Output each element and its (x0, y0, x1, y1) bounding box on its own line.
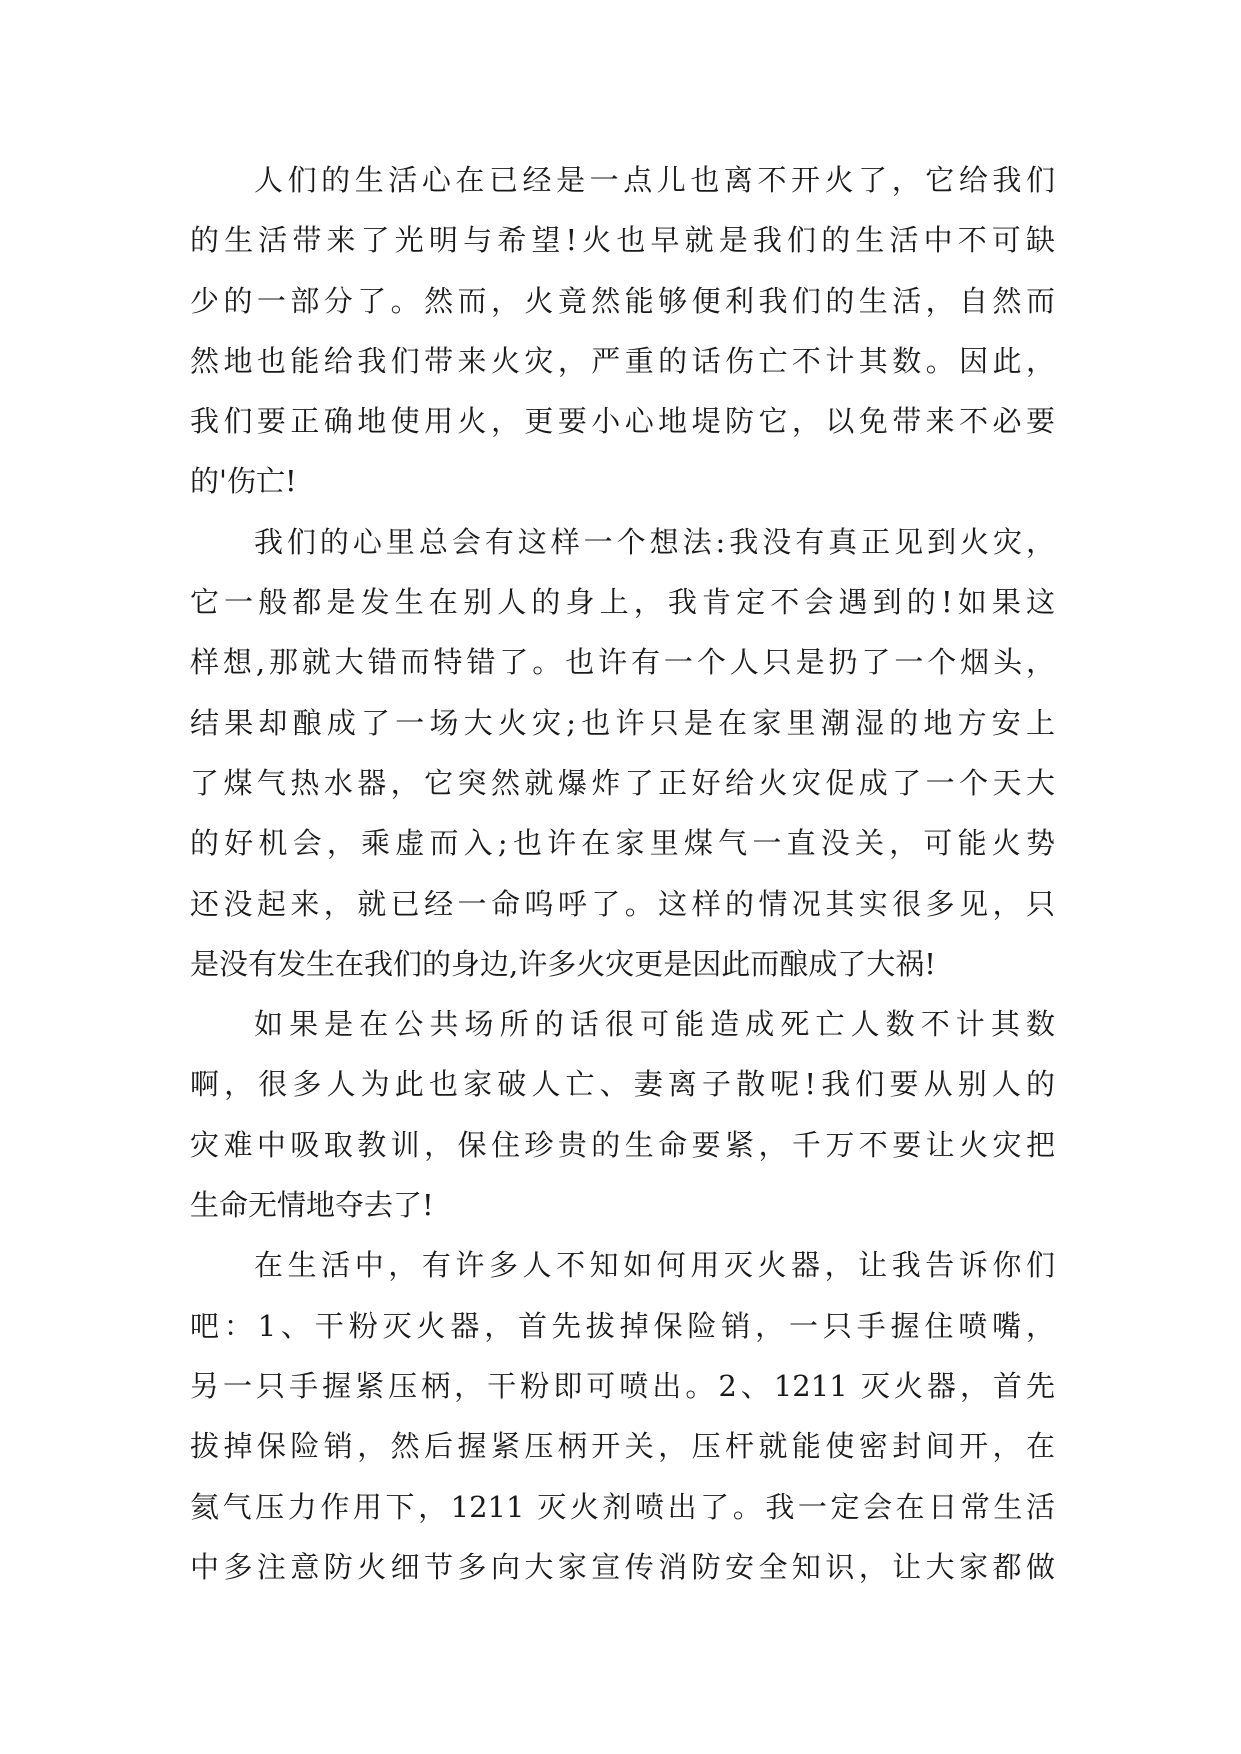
text-line: 我们要正确地使用火，更要小心地堤防它，以免带来不必要 (190, 404, 1055, 439)
text-line: 是没有发生在我们的身边,许多火灾更是因此而酿成了大祸! (190, 946, 936, 981)
text-line: 的好机会，乘虚而入;也许在家里煤气一直没关，可能火势 (190, 826, 1055, 861)
paragraph (190, 1002, 1055, 1243)
text-line: 生命无情地夺去了! (190, 1188, 434, 1223)
text-line: 的'伤亡! (190, 464, 297, 499)
text-line: 另一只手握紧压柄，干粉即可喷出。2、1211 灭火器，首先 (190, 1368, 1055, 1403)
paragraph (190, 520, 1055, 1002)
text-line: 样想,那就大错而特错了。也许有一个人只是扔了一个烟头， (190, 645, 1055, 680)
paragraph (190, 1243, 1055, 1605)
text-line: 拔掉保险销，然后握紧压柄开关，压杆就能使密封间开，在 (190, 1429, 1055, 1464)
text-line: 啊，很多人为此也家破人亡、妻离子散呢!我们要从别人的 (190, 1067, 1055, 1102)
text-line: 它一般都是发生在别人的身上，我肯定不会遇到的!如果这 (190, 585, 1055, 620)
text-line: 氦气压力作用下，1211 灭火剂喷出了。我一定会在日常生活 (190, 1489, 1055, 1524)
text-line: 吧：1、干粉灭火器，首先拔掉保险销，一只手握住喷嘴， (190, 1308, 1055, 1343)
text-line: 中多注意防火细节多向大家宣传消防安全知识，让大家都做 (190, 1549, 1055, 1584)
text-line: 了煤气热水器，它突然就爆炸了正好给火灾促成了一个天大 (190, 765, 1055, 800)
text-line: 还没起来，就已经一命呜呼了。这样的情况其实很多见，只 (190, 886, 1055, 921)
text-line: 然地也能给我们带来火灾，严重的话伤亡不计其数。因此， (190, 343, 1055, 378)
text-line: 人们的生活心在已经是一点儿也离不开火了，它给我们 (254, 163, 1055, 197)
document-body (190, 158, 1055, 1605)
text-line: 如果是在公共场所的话很可能造成死亡人数不计其数 (254, 1007, 1055, 1042)
text-line: 灾难中吸取教训，保住珍贵的生命要紧，千万不要让火灾把 (190, 1127, 1055, 1162)
text-line: 的生活带来了光明与希望!火也早就是我们的生活中不可缺 (190, 223, 1055, 258)
text-line: 少的一部分了。然而，火竟然能够便利我们的生活，自然而 (190, 283, 1055, 318)
text-line: 在生活中，有许多人不知如何用灭火器，让我告诉你们 (254, 1248, 1055, 1283)
text-line: 我们的心里总会有这样一个想法:我没有真正见到火灾， (254, 524, 1055, 559)
paragraph (190, 158, 1055, 520)
text-line: 结果却酿成了一场大火灾;也许只是在家里潮湿的地方安上 (190, 705, 1055, 740)
